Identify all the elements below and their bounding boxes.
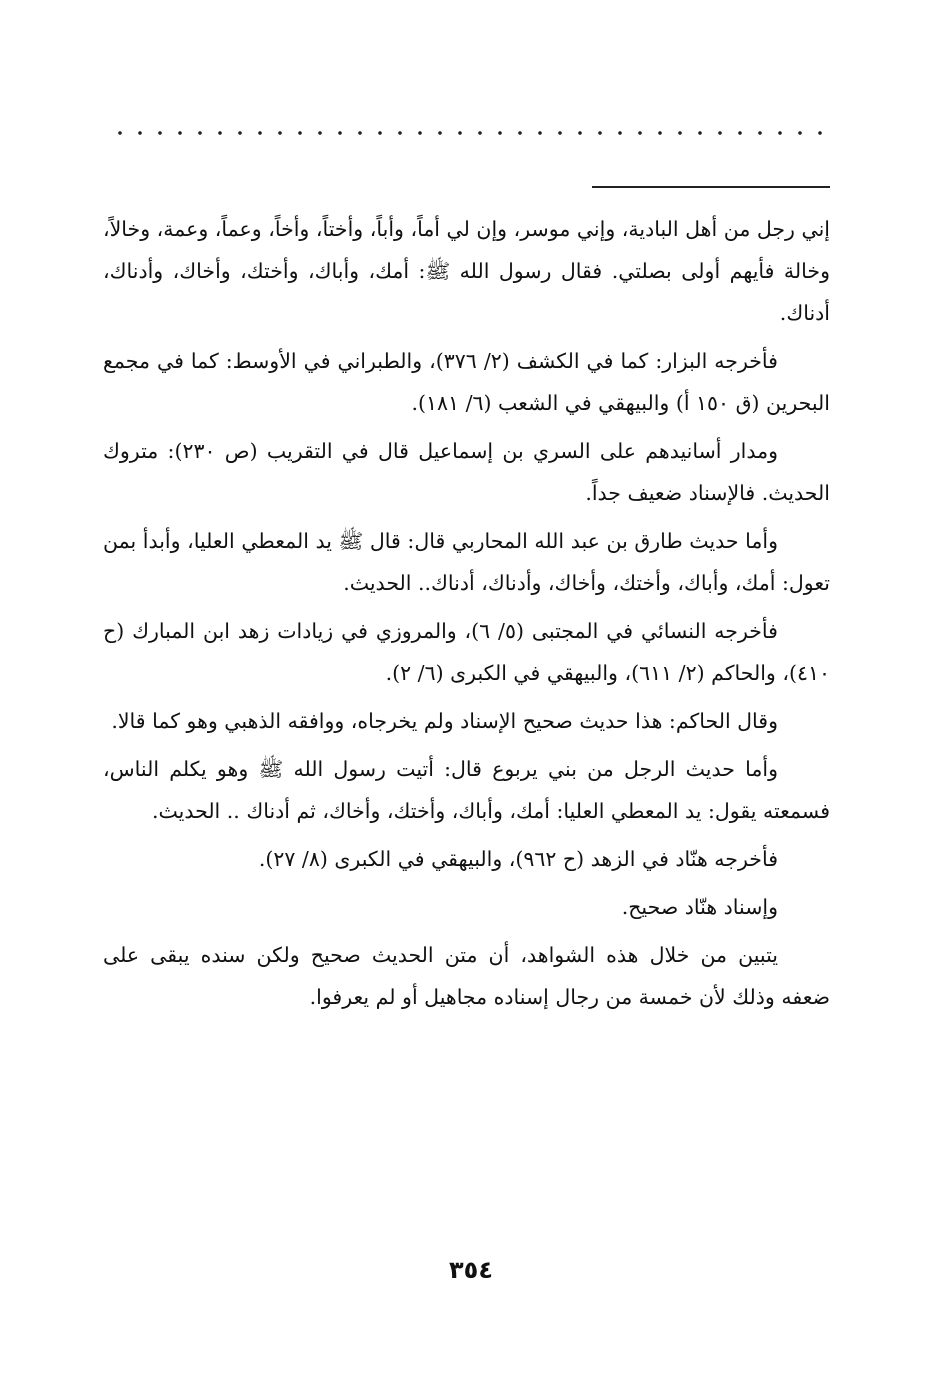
page-number: ٣٥٤	[449, 1256, 493, 1284]
paragraph-5: فأخرجه النسائي في المجتبى (٥/ ٦)، والمروزي في زيادات زهد ابن المبارك (ح ٤١٠)، والحاكم (٢/ ٦١١)، والبيهقي في الكبرى (٦/ ٢).	[103, 619, 830, 685]
paragraph-9: وإسناد هنّاد صحيح.	[621, 895, 778, 919]
paragraph-10: يتبين من خلال هذه الشواهد، أن متن الحديث صحيح ولكن سنده يبقى على ضعفه وذلك لأن خمسة من رجال إسناده مجاهيل أو لم يعرفوا.	[103, 943, 830, 1009]
dotted-separator	[110, 126, 830, 140]
footnote-rule	[592, 186, 830, 188]
paragraph-4: وأما حديث طارق بن عبد الله المحاربي قال: قال ﷺ يد المعطي العليا، وأبدأ بمن تعول: أمك، وأباك، وأختك، وأخاك، وأدناك، أدناك.. الحديث.	[103, 529, 830, 595]
paragraph-6: وقال الحاكم: هذا حديث صحيح الإسناد ولم يخرجاه، ووافقه الذهبي وهو كما قالا.	[111, 709, 778, 733]
paragraph-7: وأما حديث الرجل من بني يربوع قال: أتيت رسول الله ﷺ وهو يكلم الناس، فسمعته يقول: يد المعطي العليا: أمك، وأباك، وأختك، وأخاك، ثم أدناك .. الحديث.	[103, 757, 830, 823]
paragraph-2: فأخرجه البزار: كما في الكشف (٢/ ٣٧٦)، والطبراني في الأوسط: كما في مجمع البحرين (ق ١٥٠ أ) والبيهقي في الشعب (٦/ ١٨١).	[103, 349, 830, 415]
paragraph-8: فأخرجه هنّاد في الزهد (ح ٩٦٢)، والبيهقي في الكبرى (٨/ ٢٧).	[258, 847, 778, 871]
paragraph-1: إني رجل من أهل البادية، وإني موسر، وإن لي أماً، وأباً، وأختاً، وأخاً، وعماً، وعمة، وخالاً، وخالة فأيهم أولى بصلتي. فقال رسول الله ﷺ: أمك، وأباك، وأختك، وأخاك، وأدناك، أدناك.	[103, 217, 830, 325]
footnote-text	[103, 208, 830, 1024]
paragraph-3: ومدار أسانيدهم على السري بن إسماعيل قال في التقريب (ص ٢٣٠): متروك الحديث. فالإسناد ضعيف جداً.	[103, 439, 830, 505]
